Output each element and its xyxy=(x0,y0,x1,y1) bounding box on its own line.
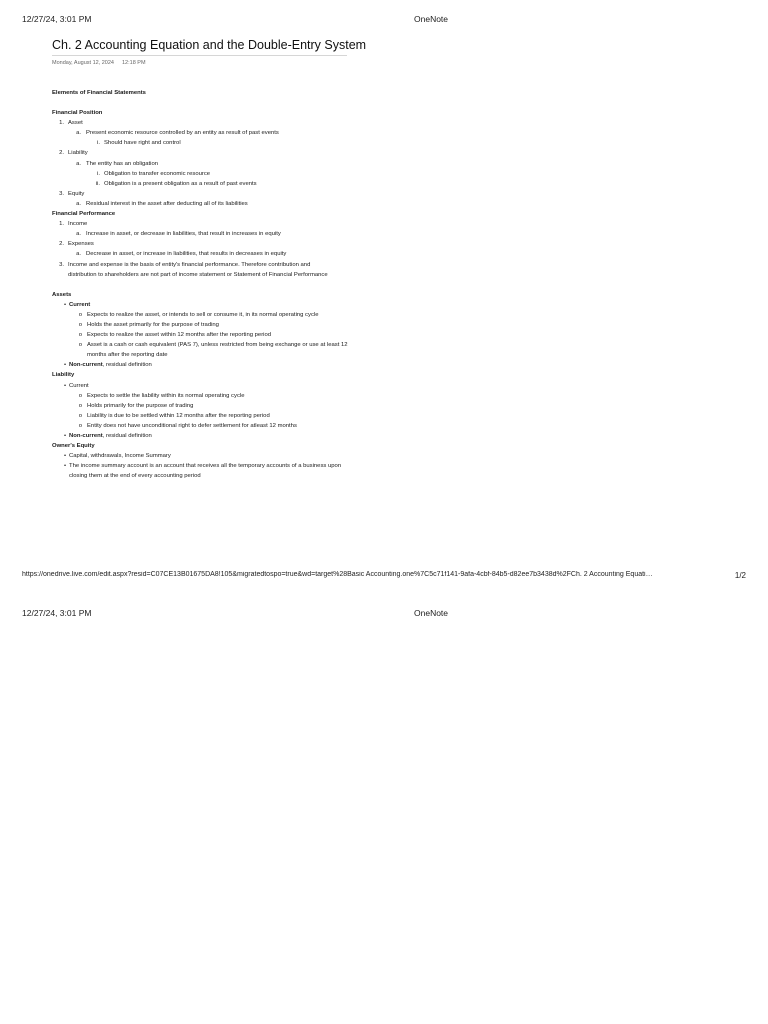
list-item xyxy=(52,179,372,189)
list-item xyxy=(52,300,372,310)
list-item-text: Current xyxy=(69,382,89,389)
list-marker: a. xyxy=(76,160,81,167)
print-timestamp: 12/27/24, 3:01 PM xyxy=(22,14,92,24)
print-header-page-2 xyxy=(22,608,746,620)
list-item-text: The income summary account is an account that receives all the temporary accounts of a business upon closing them at the end of every accounting period xyxy=(69,463,342,480)
page-title: Ch. 2 Accounting Equation and the Double-Entry System xyxy=(52,38,347,56)
list-item-text: Should have right and control xyxy=(104,140,181,147)
list-item xyxy=(52,401,372,411)
list-item-text: Equity xyxy=(68,190,85,197)
list-item xyxy=(52,249,372,259)
list-item xyxy=(52,239,372,249)
bullet-icon: • xyxy=(63,463,66,470)
list-item-text: Liability is due to be settled within 12 months after the reporting period xyxy=(87,412,270,419)
list-item-text: Entity does not have unconditional right to defer settlement for atleast 12 months xyxy=(87,422,297,429)
circle-bullet-icon: o xyxy=(78,402,82,409)
note-time-text: 12:18 PM xyxy=(121,60,146,66)
list-item-text: Capital, withdrawals, Income Summary xyxy=(69,453,171,460)
list-item-text: Expects to settle the liability within its normal operating cycle xyxy=(87,392,245,399)
circle-bullet-icon: o xyxy=(78,311,82,318)
list-item xyxy=(52,148,372,158)
list-item-text: The entity has an obligation xyxy=(86,160,159,167)
bullet-icon: • xyxy=(63,433,66,439)
list-item xyxy=(52,421,372,431)
list-item-text: Present economic resource controlled by an entity as result of past events xyxy=(86,130,279,137)
circle-bullet-icon: o xyxy=(78,422,82,429)
list-item-text: Residual interest in the asset after deducting all of its liabilities xyxy=(86,200,248,207)
owners-equity-heading: Owner's Equity xyxy=(52,443,95,450)
list-item-text: Income and expense is the basis of entity's financial performance. Therefore contribution and distribution to shareholders are not part of income statement or Statement of Financial Performance xyxy=(68,261,328,278)
list-marker: 3. xyxy=(59,261,64,268)
list-item xyxy=(52,138,372,148)
list-item xyxy=(52,229,372,239)
list-item-text: Asset is a cash or cash equivalent (PAS 7), unless restricted from being exchange or use at least 12 months after the reporting date xyxy=(87,342,348,359)
list-marker: 2. xyxy=(59,241,64,248)
list-item xyxy=(52,391,372,401)
circle-bullet-icon: o xyxy=(78,321,82,328)
list-item xyxy=(52,411,372,421)
financial-performance-heading: Financial Performance xyxy=(52,211,116,218)
list-item-text: Current xyxy=(69,301,91,308)
print-timestamp: 12/27/24, 3:01 PM xyxy=(22,608,92,618)
list-item xyxy=(52,128,372,138)
list-item xyxy=(52,381,372,391)
list-item xyxy=(52,260,372,280)
list-marker: 1. xyxy=(59,120,64,127)
list-item-label: Non-current xyxy=(69,362,103,369)
note-date xyxy=(52,60,482,66)
list-item xyxy=(52,219,372,229)
bullet-icon: • xyxy=(63,382,66,389)
circle-bullet-icon: o xyxy=(78,332,82,339)
list-item-text: Decrease in asset, or increase in liabilities, that results in decreases in equity xyxy=(86,251,287,258)
list-item xyxy=(52,159,372,169)
list-item xyxy=(52,431,372,441)
list-item-text: Obligation to transfer economic resource xyxy=(104,170,211,177)
bullet-icon: • xyxy=(63,301,66,308)
page-number: 1/2 xyxy=(734,571,746,580)
list-item-text: Expects to realize the asset, or intends to sell or consume it, in its normal operating cycle xyxy=(87,311,319,318)
list-marker: i. xyxy=(97,170,100,177)
note-body xyxy=(52,88,372,481)
list-item-text: Liability xyxy=(68,150,88,157)
list-marker: 1. xyxy=(59,221,64,228)
list-item-text: Increase in asset, or decrease in liabilities, that result in increases in equity xyxy=(86,231,281,238)
list-item-text: Asset xyxy=(68,120,83,127)
circle-bullet-icon: o xyxy=(78,392,82,399)
list-item xyxy=(52,340,372,360)
financial-position-heading: Financial Position xyxy=(52,110,103,117)
list-marker: a. xyxy=(76,231,81,238)
list-marker: a. xyxy=(76,130,81,137)
list-item xyxy=(52,169,372,179)
print-footer xyxy=(22,571,746,583)
list-item-text: Holds primarily for the purpose of trading xyxy=(87,402,194,409)
note-header xyxy=(52,38,482,66)
list-item xyxy=(52,189,372,199)
section-heading: Elements of Financial Statements xyxy=(52,90,146,96)
list-item xyxy=(52,118,372,128)
list-marker: ii. xyxy=(95,180,100,187)
list-marker: 3. xyxy=(59,190,64,197)
assets-heading: Assets xyxy=(52,291,72,298)
list-marker: a. xyxy=(76,251,81,258)
list-item xyxy=(52,360,372,370)
print-app-name: OneNote xyxy=(414,608,449,618)
list-item-text: Expenses xyxy=(68,241,94,248)
liability-heading: Liability xyxy=(52,372,75,379)
bullet-icon: • xyxy=(63,362,66,369)
circle-bullet-icon: o xyxy=(78,342,82,349)
print-app-name: OneNote xyxy=(414,14,449,24)
list-item-text: Holds the asset primarily for the purpose of trading xyxy=(87,321,219,328)
list-item xyxy=(52,451,372,461)
note-date-text: Monday, August 12, 2024 xyxy=(52,60,114,66)
list-marker: a. xyxy=(76,200,81,207)
list-item xyxy=(52,199,372,209)
list-item-text: , residual definition xyxy=(102,433,152,439)
list-item-label: Non-current xyxy=(69,433,103,439)
list-item xyxy=(52,461,372,481)
bullet-icon: • xyxy=(63,453,66,460)
list-item xyxy=(52,310,372,320)
list-item-text: Income xyxy=(68,221,88,228)
list-marker: i. xyxy=(97,140,100,147)
list-marker: 2. xyxy=(59,150,64,157)
circle-bullet-icon: o xyxy=(78,412,82,419)
list-item xyxy=(52,320,372,330)
list-item-text: Expects to realize the asset within 12 months after the reporting period xyxy=(87,332,272,339)
list-item-text: Obligation is a present obligation as a result of past events xyxy=(104,180,257,187)
list-item-text: , residual definition xyxy=(102,362,152,369)
print-header xyxy=(22,14,746,26)
list-item xyxy=(52,330,372,340)
page-url: https://onedrive.live.com/edit.aspx?resid=C07CE13B01675DA8!105&migratedtospo=true&wd=target%28Basic Accounting.one%7C5c71f141-9afa-4cbf-84b5-d82ee7b3438d%2FCh. 2 Accounting Equati… xyxy=(22,571,653,578)
